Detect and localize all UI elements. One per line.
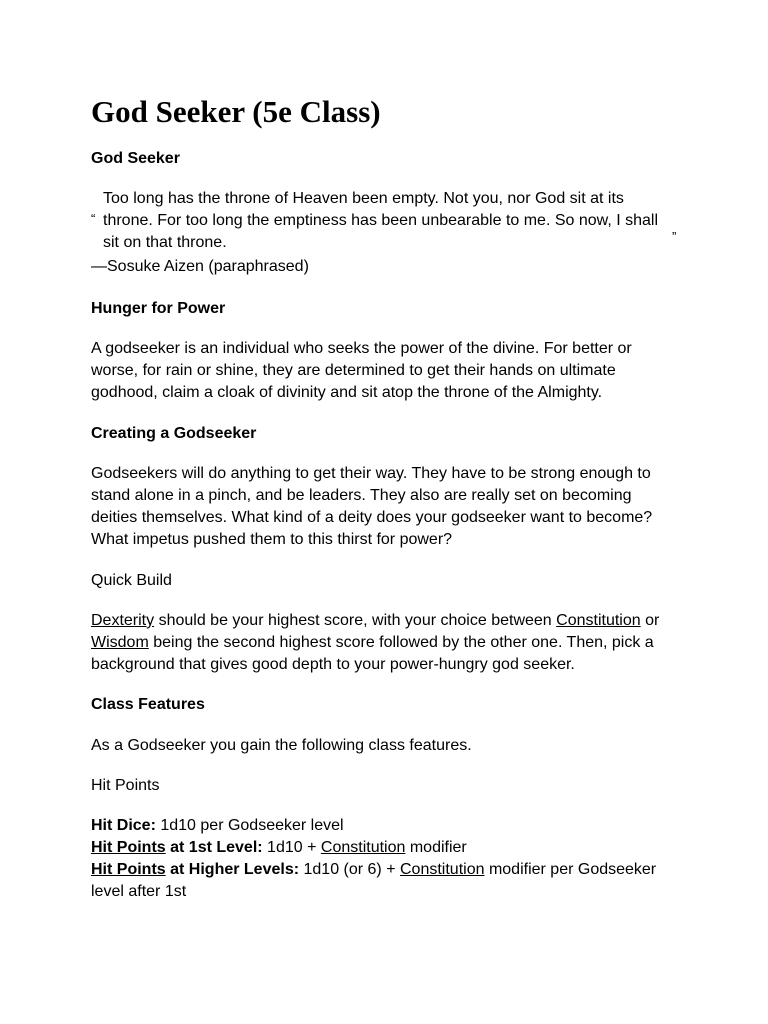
hunger-paragraph (91, 338, 691, 404)
close-quote-mark: ” (672, 229, 677, 244)
paragraph-line: worse, for rain or shine, they are determined to get their hands on ultimate (91, 362, 616, 379)
paragraph-text: or (640, 612, 660, 629)
epigraph-quote (91, 188, 691, 278)
hit-dice-value: 1d10 per Godseeker level (155, 817, 344, 834)
hit-points-heading: Hit Points (91, 777, 160, 794)
higher-levels-label: at Higher Levels: (165, 861, 300, 878)
paragraph-line (91, 632, 691, 654)
first-level-value: 1d10 + (262, 839, 321, 856)
hit-points-higher-levels-line (91, 859, 691, 881)
constitution-link[interactable]: Constitution (400, 861, 485, 878)
higher-levels-value: 1d10 (or 6) + (299, 861, 400, 878)
paragraph-line: Godseekers will do anything to get their way. They have to be strong enough to (91, 465, 651, 482)
hit-points-list (91, 815, 691, 903)
quick-build-heading: Quick Build (91, 572, 172, 589)
paragraph-line: deities themselves. What kind of a deity does your godseeker want to become? (91, 509, 653, 526)
open-quote-mark: “ (91, 211, 96, 226)
paragraph-line: godhood, claim a cloak of divinity and sit atop the throne of the Almighty. (91, 384, 603, 401)
paragraph-line: background that gives good depth to your power-hungry god seeker. (91, 656, 575, 673)
first-level-suffix: modifier (405, 839, 467, 856)
paragraph-line: What impetus pushed them to this thirst for power? (91, 531, 453, 548)
constitution-link[interactable]: Constitution (556, 612, 641, 629)
quote-line: Too long has the throne of Heaven been empty. Not you, nor God sit at its (103, 190, 624, 207)
higher-levels-suffix: modifier per Godseeker (484, 861, 657, 878)
hit-dice-line (91, 815, 691, 837)
paragraph-line (91, 610, 691, 632)
section-heading-creating-a-godseeker: Creating a Godseeker (91, 425, 257, 442)
paragraph-text: being the second highest score followed by the other one. Then, pick a (148, 634, 654, 651)
paragraph-line: A godseeker is an individual who seeks the power of the divine. For better or (91, 340, 632, 357)
wisdom-link[interactable]: Wisdom (91, 634, 149, 651)
page-title: God Seeker (5e Class) (91, 94, 381, 129)
section-heading-class-features: Class Features (91, 696, 205, 713)
quote-line: throne. For too long the emptiness has been unbearable to me. So now, I shall (103, 212, 659, 229)
dexterity-link[interactable]: Dexterity (91, 612, 155, 629)
quote-text (103, 188, 683, 254)
section-heading-hunger-for-power: Hunger for Power (91, 300, 226, 317)
creating-paragraph (91, 463, 691, 551)
first-level-label: at 1st Level: (165, 839, 263, 856)
class-features-intro: As a Godseeker you gain the following class features. (91, 737, 472, 754)
constitution-link[interactable]: Constitution (320, 839, 406, 856)
quote-attribution: —Sosuke Aizen (paraphrased) (91, 258, 309, 275)
hit-points-link[interactable]: Hit Points (91, 861, 166, 878)
paragraph-text: should be your highest score, with your choice between (154, 612, 557, 629)
quote-line: sit on that throne. (103, 234, 227, 251)
paragraph-line: stand alone in a pinch, and be leaders. They also are really set on becoming (91, 487, 632, 504)
quick-build-paragraph (91, 610, 691, 676)
section-heading-god-seeker: God Seeker (91, 150, 180, 167)
hit-points-first-level-line (91, 837, 691, 859)
higher-levels-continuation: level after 1st (91, 883, 187, 900)
hit-points-link[interactable]: Hit Points (91, 839, 166, 856)
hit-dice-label: Hit Dice: (91, 817, 156, 834)
